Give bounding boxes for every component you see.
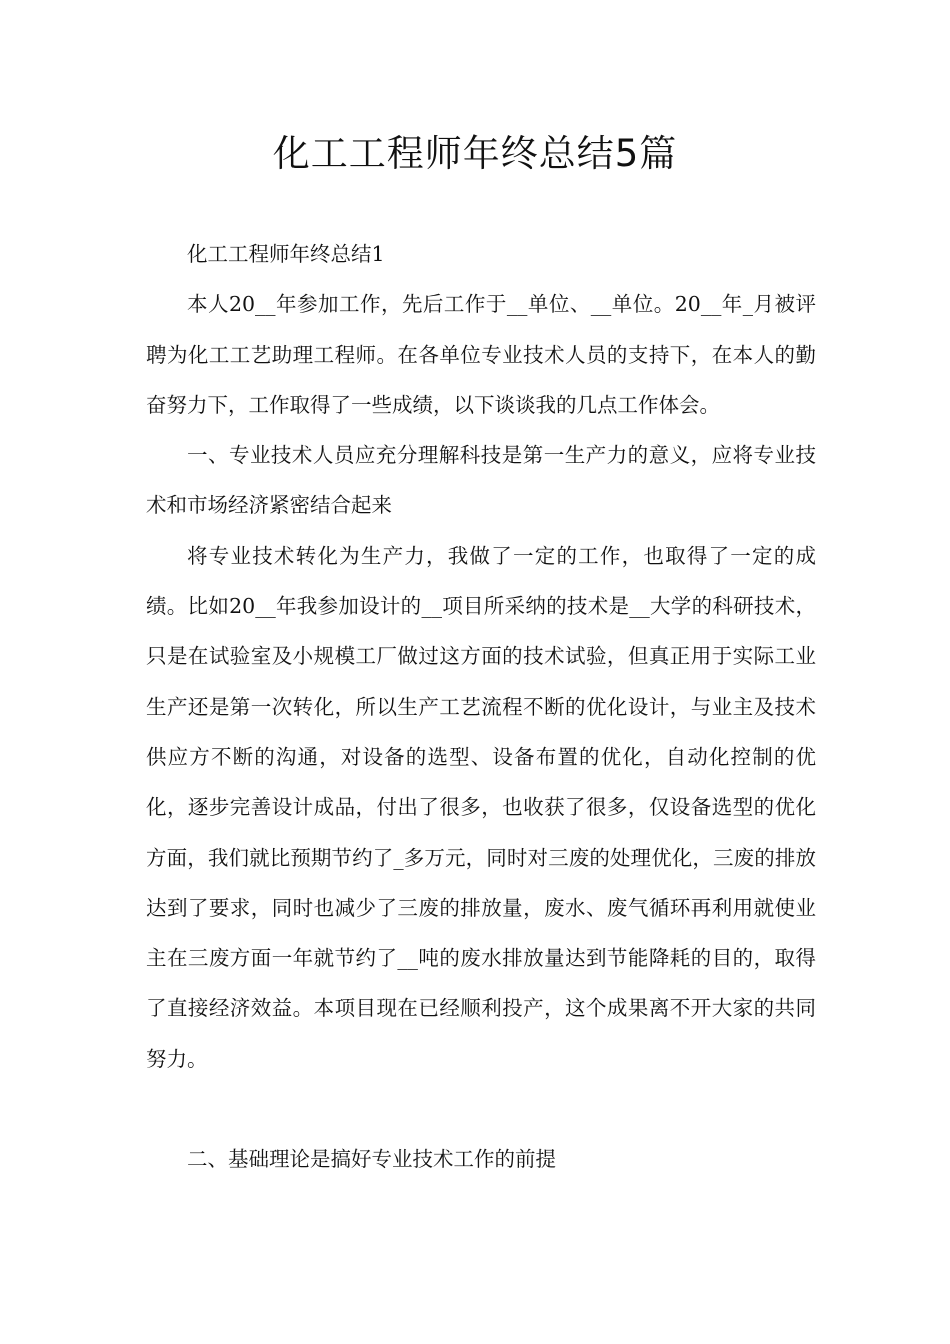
section-heading-summary-1: 化工工程师年终总结1 xyxy=(187,242,385,266)
point-two-heading: 二、基础理论是搞好专业技术工作的前提 xyxy=(187,1147,556,1172)
intro-paragraph: 本人20__年参加工作，先后工作于__单位、__单位。20__年_月被评聘为化工工艺助理工程师。在各单位专业技术人员的支持下，在本人的勤奋努力下，工作取得了一些成绩，以下谈谈我的几点工作体会。 xyxy=(146,292,816,417)
point-one-paragraph: 将专业技术转化为生产力，我做了一定的工作，也取得了一定的成绩。比如20__年我参加设计的__项目所采纳的技术是__大学的科研技术，只是在试验室及小规模工厂做过这方面的技术试验，但真正用于实际工业生产还是第一次转化，所以生产工艺流程不断的优化设计，与业主及技术供应方不断的沟通，对设备的选型、设备布置的优化，自动化控制的优化，逐步完善设计成品，付出了很多，也收获了很多，仅设备选型的优化方面，我们就比预期节约了_多万元，同时对三废的处理优化，三废的排放达到了要求，同时也减少了三废的排放量，废水、废气循环再利用就使业主在三废方面一年就节约了__吨的废水排放量达到节能降耗的目的，取得了直接经济效益。本项目现在已经顺利投产，这个成果离不开大家的共同努力。 xyxy=(146,543,816,1071)
document-body xyxy=(146,229,816,1184)
document-title: 化工工程师年终总结5篇 xyxy=(272,132,678,175)
point-one-heading: 一、专业技术人员应充分理解科技是第一生产力的意义，应将专业技术和市场经济紧密结合起来 xyxy=(146,443,816,518)
